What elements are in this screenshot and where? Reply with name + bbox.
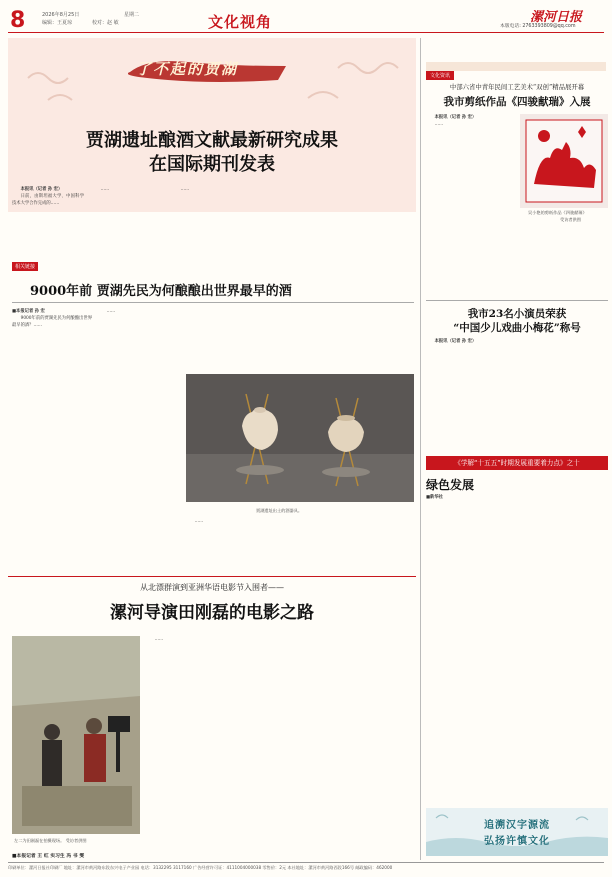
story1-kicker: 中部六省中青年民间工艺美术“双创”精品展开幕 [449,83,585,91]
date-line: 2026年8月25日 [42,12,80,18]
sidebar-tag [426,62,606,79]
film-col-2 [234,636,320,852]
main-story-col-5 [332,186,412,258]
film-kicker: 从北漂群演到亚洲华语电影节入围者—— [140,583,284,592]
film-top-rule [8,576,416,577]
story1-byline: 本报讯（记者 孙 宏） [434,115,477,120]
artifact-photo-drawing [186,374,414,502]
main-paragraph: …… [180,187,190,192]
header-rule [8,32,604,33]
story2-byline: 本报讯（记者 孙 宏） [434,339,477,344]
story1-col-1 [426,114,516,298]
related-paragraph: 9000年前的贾湖先民为何酿酿出世界最早的酒？…… [12,316,92,328]
sidebar-tag-label: 文化资讯 [426,71,454,80]
green-col-1 [426,494,514,812]
related-lower-col-1 [186,518,258,572]
film-paragraph: …… [154,637,164,642]
weekday: 星期二 [124,12,140,18]
related-col-5 [356,308,414,370]
related-col-4 [270,308,350,370]
related-paragraph: …… [106,309,116,314]
story1-col-2 [520,226,608,298]
story1-headline: 我市剪纸作品《四骏献瑞》入展 [443,96,591,108]
film-col-3 [326,636,414,852]
papercut-photo [520,114,608,208]
contact-line: 本版电话: 2763393809@qq.com [500,24,576,29]
green-title: 绿色发展 [426,478,475,492]
papercut-caption: 吴小艳的剪纸作品《四骏献瑞》 [528,210,587,215]
main-story-col-4 [252,186,324,258]
film-col-1 [146,636,228,852]
section-title: 文化视角 [208,13,273,31]
main-story-col-1 [12,186,84,258]
related-paragraph: …… [194,519,204,524]
column-divider [420,38,421,860]
page-number: 8 [10,8,26,33]
film-headline: 漯河导演田刚磊的电影之路 [110,603,314,623]
related-headline: 9000年前 贾湖先民为何酿酿出世界最早的酒 [30,284,292,299]
artifact-photo-caption: 贾湖遗址出土的酒器具。 [256,508,303,513]
related-tag: 相关链接 [12,262,38,271]
main-headline-line2: 在国际期刊发表 [149,154,275,175]
story2-col-2 [520,338,608,450]
related-rule [12,302,414,303]
main-paragraph: 日前，由斯坦福大学、中国科学技术大学合作完成的…… [12,194,84,206]
story2-headline-2: “中国少儿戏曲小梅花”称号 [453,322,581,334]
ad-line-1: 追溯汉字源流 [484,820,550,831]
footer-rule [8,862,604,863]
story2-col-1 [426,338,514,450]
related-col-3 [184,308,264,370]
green-col-2 [520,494,608,812]
footer-line: 印刷单位：漯河日报社印刷厂 地址：漯河市黄河路东段东兴电子产业园 电话：3132295 3117160 广告经营许可证：4111004000038 零售价：2元 本社地址：漯河市黄河路西段166号 邮政编码：462000 [8,865,393,870]
green-lead: ■新华社 [426,495,443,500]
film-byline: ■本报记者 王 红 实习生 冯 书 雯 [12,854,85,859]
related-col-2 [98,308,178,534]
film-photo-caption: 左二为田刚磊在拍摄现场。 受访者供图 [14,838,87,843]
related-lower-col-2 [264,518,336,572]
paper-name: 漯河日报 [530,10,583,25]
papercut-photo-drawing [520,114,608,208]
proof-line: 校对：赵 敏 [92,20,119,26]
series-banner [426,456,608,470]
main-headline-line1: 贾湖遗址酿酒文献最新研究成果 [86,130,338,151]
sidebar-rule-1 [426,300,608,301]
main-story-col-2 [92,186,164,258]
related-col-1 [12,308,92,534]
papercut-credit: 受访者供图 [560,217,581,222]
main-paragraph: …… [100,187,110,192]
film-set-photo-drawing [12,636,140,834]
artifact-photo [186,374,414,502]
related-lower-col-3 [342,518,414,572]
film-set-photo [12,636,140,834]
banner-text: 了不起的贾湖 [136,60,239,78]
series-banner-label: 《学解“十五五”时期发展重要着力点》之十 [454,459,580,467]
xu-shen-ad [426,808,608,856]
related-byline: ■本报记者 孙 宏 [12,309,45,314]
story2-headline-1: 我市23名小演员荣获 [467,308,567,320]
ad-line-2: 弘扬许慎文化 [484,836,550,847]
main-byline: 本报讯（记者 孙 宏） [20,187,63,192]
main-story-col-3 [172,186,244,258]
sidebar-paragraph: …… [434,122,444,127]
editor-line: 编辑：王夏琼 [42,20,73,26]
